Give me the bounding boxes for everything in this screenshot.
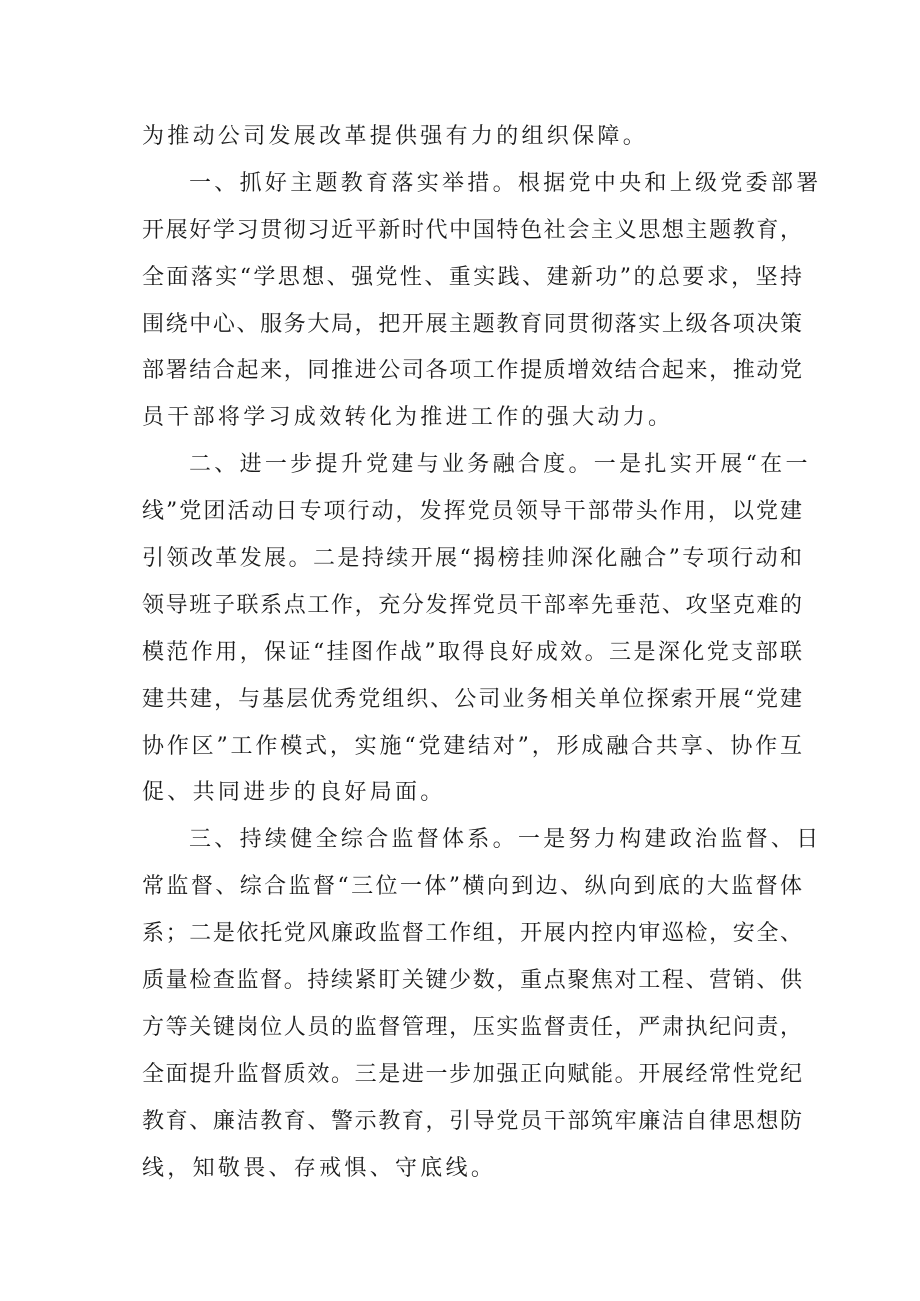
text-line: 方等关键岗位人员的监督管理，压实监督责任，严肃执纪问责， bbox=[142, 1014, 802, 1040]
text-line: 部署结合起来，同推进公司各项工作提质增效结合起来，推动党 bbox=[142, 358, 802, 384]
text-line: 协作区”工作模式，实施“党建结对”，形成融合共享、协作互 bbox=[142, 733, 802, 759]
text-line: 线，知敬畏、存戒惧、守底线。 bbox=[142, 1155, 497, 1181]
text-line: 围绕中心、服务大局，把开展主题教育同贯彻落实上级各项决策 bbox=[142, 311, 802, 337]
text-line: 教育、廉洁教育、警示教育，引导党员干部筑牢廉洁自律思想防 bbox=[142, 1108, 802, 1134]
text-line: 开展好学习贯彻习近平新时代中国特色社会主义思想主题教育， bbox=[142, 217, 802, 243]
text-line: 建共建，与基层优秀党组织、公司业务相关单位探索开展“党建 bbox=[142, 686, 802, 712]
paragraph-2-first-line: 二、进一步提升党建与业务融合度。一是扎实开展“在一 bbox=[189, 452, 811, 478]
text-line: 员干部将学习成效转化为推进工作的强大动力。 bbox=[142, 405, 674, 431]
paragraph-1-first-line: 一、抓好主题教育落实举措。根据党中央和上级党委部署 bbox=[189, 170, 822, 196]
text-line: 系；二是依托党风廉政监督工作组，开展内控内审巡检，安全、 bbox=[142, 921, 802, 947]
text-line: 线”党团活动日专项行动，发挥党员领导干部带头作用，以党建 bbox=[142, 499, 802, 525]
paragraph-3-first-line: 三、持续健全综合监督体系。一是努力构建政治监督、日 bbox=[189, 827, 822, 853]
document-body bbox=[142, 114, 822, 1192]
text-line: 模范作用，保证“挂图作战”取得良好成效。三是深化党支部联 bbox=[142, 639, 802, 665]
text-line: 全面提升监督质效。三是进一步加强正向赋能。开展经常性党纪 bbox=[142, 1061, 802, 1087]
text-line: 常监督、综合监督“三位一体”横向到边、纵向到底的大监督体 bbox=[142, 874, 802, 900]
text-line: 领导班子联系点工作，充分发挥党员干部率先垂范、攻坚克难的 bbox=[142, 592, 802, 618]
text-line: 全面落实“学思想、强党性、重实践、建新功”的总要求，坚持 bbox=[142, 264, 802, 290]
text-line: 促、共同进步的良好局面。 bbox=[142, 780, 446, 806]
text-line: 质量检查监督。持续紧盯关键少数，重点聚焦对工程、营销、供 bbox=[142, 968, 802, 994]
text-line: 引领改革发展。二是持续开展“揭榜挂帅深化融合”专项行动和 bbox=[142, 546, 802, 572]
text-line: 为推动公司发展改革提供强有力的组织保障。 bbox=[142, 124, 649, 149]
